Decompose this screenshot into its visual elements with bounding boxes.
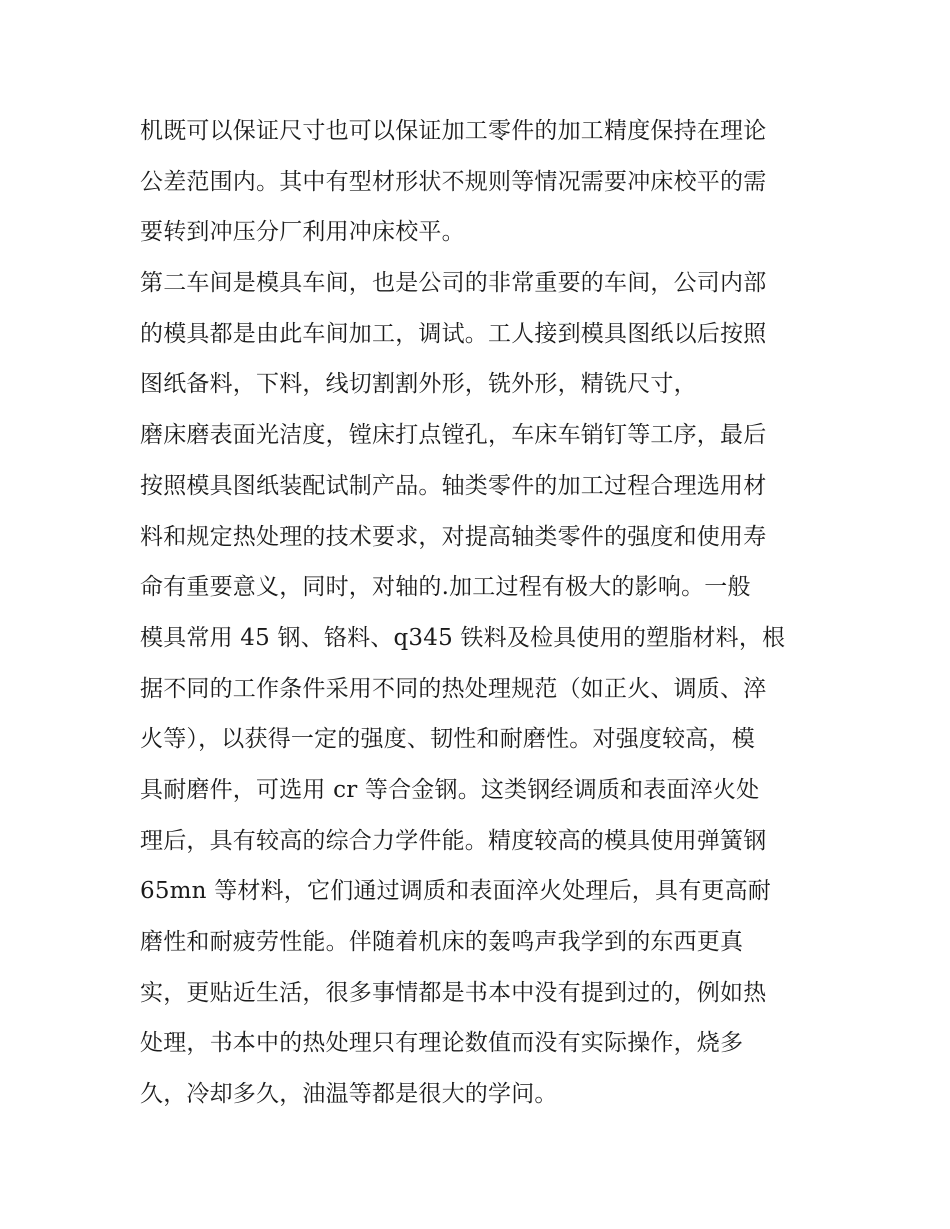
text-line: 65mn 等材料，它们通过调质和表面淬火处理后，具有更高耐: [140, 878, 772, 905]
text-line: 要转到冲压分厂利用冲床校平。: [140, 219, 465, 246]
text-line: 磨床磨表面光洁度，镗床打点镗孔，车床车销钉等工序，最后: [140, 422, 767, 449]
text-line: 具耐磨件，可选用 cr 等合金钢。这类钢经调质和表面淬火处: [140, 776, 760, 803]
text-line: 理后，具有较高的综合力学件能。精度较高的模具使用弹簧钢: [140, 827, 767, 854]
text-line: 火等），以获得一定的强度、韧性和耐磨性。对强度较高，模: [140, 726, 755, 753]
text-line: 处理，书本中的热处理只有理论数值而没有实际操作，烧多: [140, 1030, 744, 1057]
text-line: 久，冷却多久，油温等都是很大的学问。: [140, 1081, 558, 1108]
text-line: 机既可以保证尺寸也可以保证加工零件的加工精度保持在理论: [140, 118, 767, 144]
text-line: 据不同的工作条件采用不同的热处理规范（如正火、调质、淬: [140, 675, 767, 702]
document-body: [140, 106, 820, 1120]
text-line: 第二车间是模具车间，也是公司的非常重要的车间，公司内部: [140, 270, 767, 297]
text-line: 图纸备料，下料，线切割割外形，铣外形，精铣尺寸，: [140, 371, 697, 398]
text-line: 料和规定热处理的技术要求，对提高轴类零件的强度和使用寿: [140, 523, 767, 550]
text-line: 公差范围内。其中有型材形状不规则等情况需要冲床校平的需: [140, 168, 767, 195]
text-line: 命有重要意义，同时，对轴的.加工过程有极大的影响。一般: [140, 574, 751, 601]
text-line: 磨性和耐疲劳性能。伴随着机床的轰鸣声我学到的东西更真: [140, 929, 744, 955]
text-line: 模具常用 45 钢、铬料、q345 铁料及检具使用的塑脂材料，根: [140, 624, 786, 651]
text-line: 按照模具图纸装配试制产品。轴类零件的加工过程合理选用材: [140, 472, 767, 499]
text-line: 的模具都是由此车间加工，调试。工人接到模具图纸以后按照: [140, 320, 767, 347]
text-line: 实，更贴近生活，很多事情都是书本中没有提到过的，例如热: [140, 979, 767, 1006]
